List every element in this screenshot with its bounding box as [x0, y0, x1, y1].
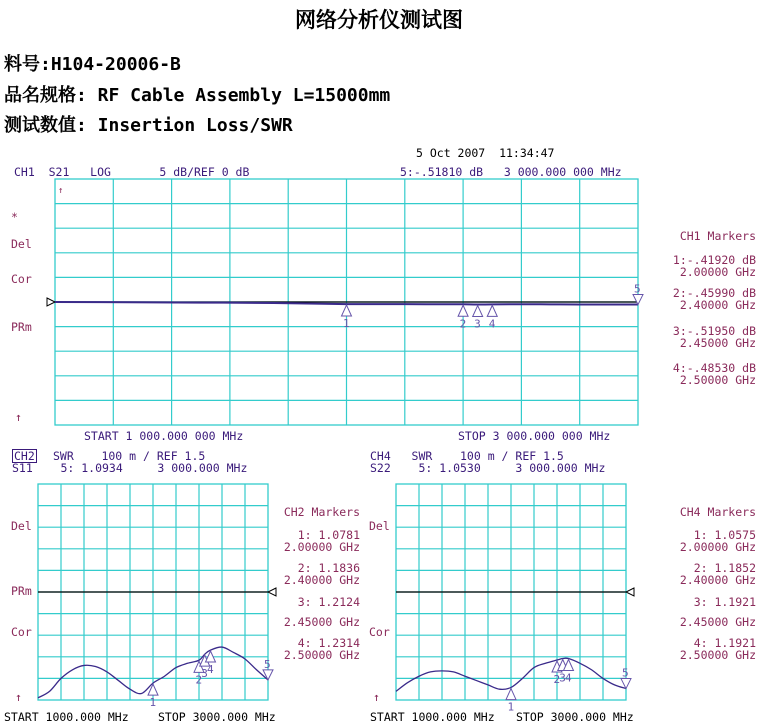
ch4-marker-4-freq: 2.50000 GHz — [679, 648, 756, 662]
part-number: 料号:H104-20006-B — [4, 54, 181, 75]
ch1-marker-3-freq: 2.45000 GHz — [679, 336, 756, 350]
ch1-marker-2 — [458, 305, 468, 316]
ch1-marker-4 — [487, 305, 497, 316]
ch4-marker-label-2: 2 — [553, 672, 561, 686]
ch4-marker-1-freq: 2.00000 GHz — [679, 540, 756, 554]
ch2-marker-2-value: 2: 1.1836 — [297, 561, 360, 575]
ch2-marker-label-2: 2 — [195, 673, 203, 687]
ch1-marker-label-2: 2 — [459, 317, 467, 331]
ch4-side-cor: Cor — [369, 625, 390, 639]
ch2-stop: STOP 3000.000 MHz — [158, 710, 276, 724]
test-item: 测试数值: Insertion Loss/SWR — [4, 115, 293, 136]
ch4-marker-label-5: 5 — [622, 666, 629, 680]
ch2-label: CH2 — [14, 449, 35, 463]
ch4-marker-2-value: 2: 1.1852 — [693, 561, 756, 575]
ch2-ref-arrow — [268, 588, 276, 596]
ch2-side-del: Del — [11, 519, 32, 533]
ch1-marker-3-value: 3:-.51950 dB — [672, 324, 756, 338]
ch2-marker-3-value: 3: 1.2124 — [297, 595, 360, 609]
ch4-marker-4-value: 4: 1.1921 — [693, 636, 756, 650]
ch1-side-arrow: ↑ — [15, 410, 22, 424]
ch2-marker-1-value: 1: 1.0781 — [297, 528, 360, 542]
ch2-marker-label-1: 1 — [149, 696, 157, 710]
ch2-marker-2-freq: 2.40000 GHz — [283, 573, 360, 587]
ch2-marker-label-5: 5 — [264, 657, 271, 671]
ch4-marker-3-value: 3: 1.1921 — [693, 595, 756, 609]
ch4-marker-label-1: 1 — [507, 700, 515, 714]
ch2-start: START 1000.000 MHz — [4, 710, 129, 724]
ch2-side-cor: Cor — [11, 625, 32, 639]
ch1-marker-4-freq: 2.50000 GHz — [679, 373, 756, 387]
ch2-marker-4-value: 4: 1.2314 — [297, 636, 360, 650]
ch1-marker-2-freq: 2.40000 GHz — [679, 298, 756, 312]
ch1-marker-label-5: 5 — [634, 282, 641, 296]
ch2-header-l1: SWR 100 m / REF 1.5 — [53, 449, 206, 463]
ch4-marker-1-value: 1: 1.0575 — [693, 528, 756, 542]
timestamp: 5 Oct 2007 11:34:47 — [416, 146, 555, 160]
ch1-header-right: 5:-.51810 dB 3 000.000 000 MHz — [400, 165, 622, 179]
ch1-marker-3 — [473, 306, 483, 317]
ch4-side-del: Del — [369, 519, 390, 533]
ch1-start: START 1 000.000 000 MHz — [84, 429, 244, 443]
ch1-side-star: * — [11, 210, 18, 224]
ch4-marker-2-freq: 2.40000 GHz — [679, 573, 756, 587]
ch1-side-del: Del — [11, 237, 32, 251]
ch1-marker-1 — [342, 305, 352, 316]
ch4-header-l2: S22 5: 1.0530 3 000.000 MHz — [370, 461, 606, 475]
ch1-marker-label-4: 4 — [488, 317, 496, 331]
ch1-marker-1-value: 1:-.41920 dB — [672, 253, 756, 267]
ch1-header-left: CH1 S21 LOG 5 dB/REF 0 dB — [14, 165, 250, 179]
ch2-marker-3-freq: 2.45000 GHz — [283, 615, 360, 629]
ch1-marker-label-3: 3 — [474, 317, 481, 331]
ch1-marker-2-value: 2:-.45990 dB — [672, 286, 756, 300]
ch4-marker-label-4: 4 — [565, 671, 572, 685]
ch1-marker-1-freq: 2.00000 GHz — [679, 265, 756, 279]
ch4-marker-3-freq: 2.45000 GHz — [679, 615, 756, 629]
ch4-ref-arrow — [626, 588, 634, 596]
ch4-marker-label-3: 3 — [559, 671, 566, 685]
ch2-header-l2: S11 5: 1.0934 3 000.000 MHz — [12, 461, 248, 475]
ch4-marker-1 — [506, 689, 516, 700]
ch1-ref-arrow — [47, 298, 55, 306]
product-spec: 品名规格: RF Cable Assembly L=15000mm — [4, 85, 391, 106]
ch1-markers-title: CH1 Markers — [679, 229, 756, 243]
ch2-side-prm: PRm — [11, 584, 32, 598]
ch2-marker-label-4: 4 — [207, 663, 214, 677]
ch1-marker-label-1: 1 — [343, 317, 350, 331]
ch4-header-l1: CH4 SWR 100 m / REF 1.5 — [370, 449, 564, 463]
ch1-side-cor: Cor — [11, 272, 32, 286]
ch1-marker-5 — [633, 295, 643, 305]
ch2-markers-title: CH2 Markers — [283, 505, 360, 519]
ch2-marker-1-freq: 2.00000 GHz — [283, 540, 360, 554]
ch4-side-arrow: ↑ — [373, 690, 380, 704]
ch2-side-arrow: ↑ — [15, 690, 22, 704]
document-title: 网络分析仪测试图 — [295, 8, 463, 32]
ch1-side-prm: PRm — [11, 320, 32, 334]
ch2-marker-label-3: 3 — [201, 667, 208, 681]
ch4-markers-title: CH4 Markers — [679, 505, 756, 519]
ch2-marker-4-freq: 2.50000 GHz — [283, 648, 360, 662]
ch1-stop: STOP 3 000.000 000 MHz — [458, 429, 611, 443]
ch1-top-mark: ↑ — [58, 186, 64, 196]
ch4-stop: STOP 3000.000 MHz — [516, 710, 634, 724]
ch1-marker-4-value: 4:-.48530 dB — [672, 361, 756, 375]
ch4-start: START 1000.000 MHz — [370, 710, 495, 724]
